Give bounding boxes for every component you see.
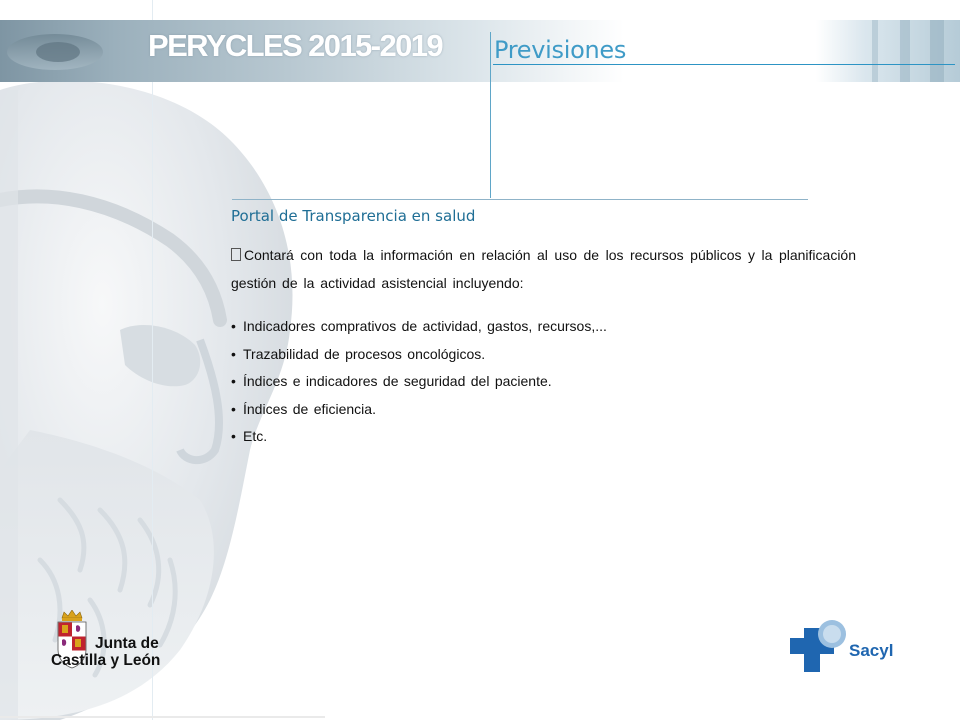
- section-subtitle: Portal de Transparencia en salud: [231, 207, 476, 225]
- jcyl-logo-text: [51, 635, 204, 669]
- bullet-icon: •: [231, 400, 236, 417]
- jcyl-line1: Junta de: [95, 635, 159, 652]
- bullet-list: [231, 313, 856, 451]
- brand-title: PERYCLES 2015-2019: [148, 28, 443, 63]
- list-item: • Trazabilidad de procesos oncológicos.: [231, 341, 856, 369]
- list-item: • Etc.: [231, 423, 856, 451]
- header-band-texture: [0, 20, 960, 82]
- checkbox-glyph-icon: [231, 248, 241, 261]
- horizontal-divider: [232, 199, 808, 200]
- jcyl-line2: Castilla y León: [51, 652, 161, 669]
- header-band: [0, 20, 960, 82]
- list-item: • Índices de eficiencia.: [231, 396, 856, 424]
- bullet-icon: •: [231, 345, 236, 362]
- vertical-divider: [490, 32, 491, 198]
- footer-rule: [0, 716, 325, 718]
- content-area: [231, 207, 856, 451]
- bullet-icon: •: [231, 373, 236, 389]
- page-title: Previsiones: [494, 36, 627, 64]
- bullet-icon: •: [231, 428, 236, 444]
- bullet-icon: •: [231, 318, 236, 334]
- title-underline: [493, 64, 955, 65]
- sacyl-logo-text: Sacyl: [849, 641, 894, 660]
- list-item: • Índices e indicadores de seguridad del paciente.: [231, 368, 856, 396]
- intro-paragraph: [231, 241, 856, 297]
- intro-text: Contará con toda la información en relación al uso de los recursos públicos y la planificación gestión de la actividad asistencial incluyendo:: [231, 247, 856, 291]
- list-item: • Indicadores comprativos de actividad, gastos, recursos,...: [231, 313, 856, 341]
